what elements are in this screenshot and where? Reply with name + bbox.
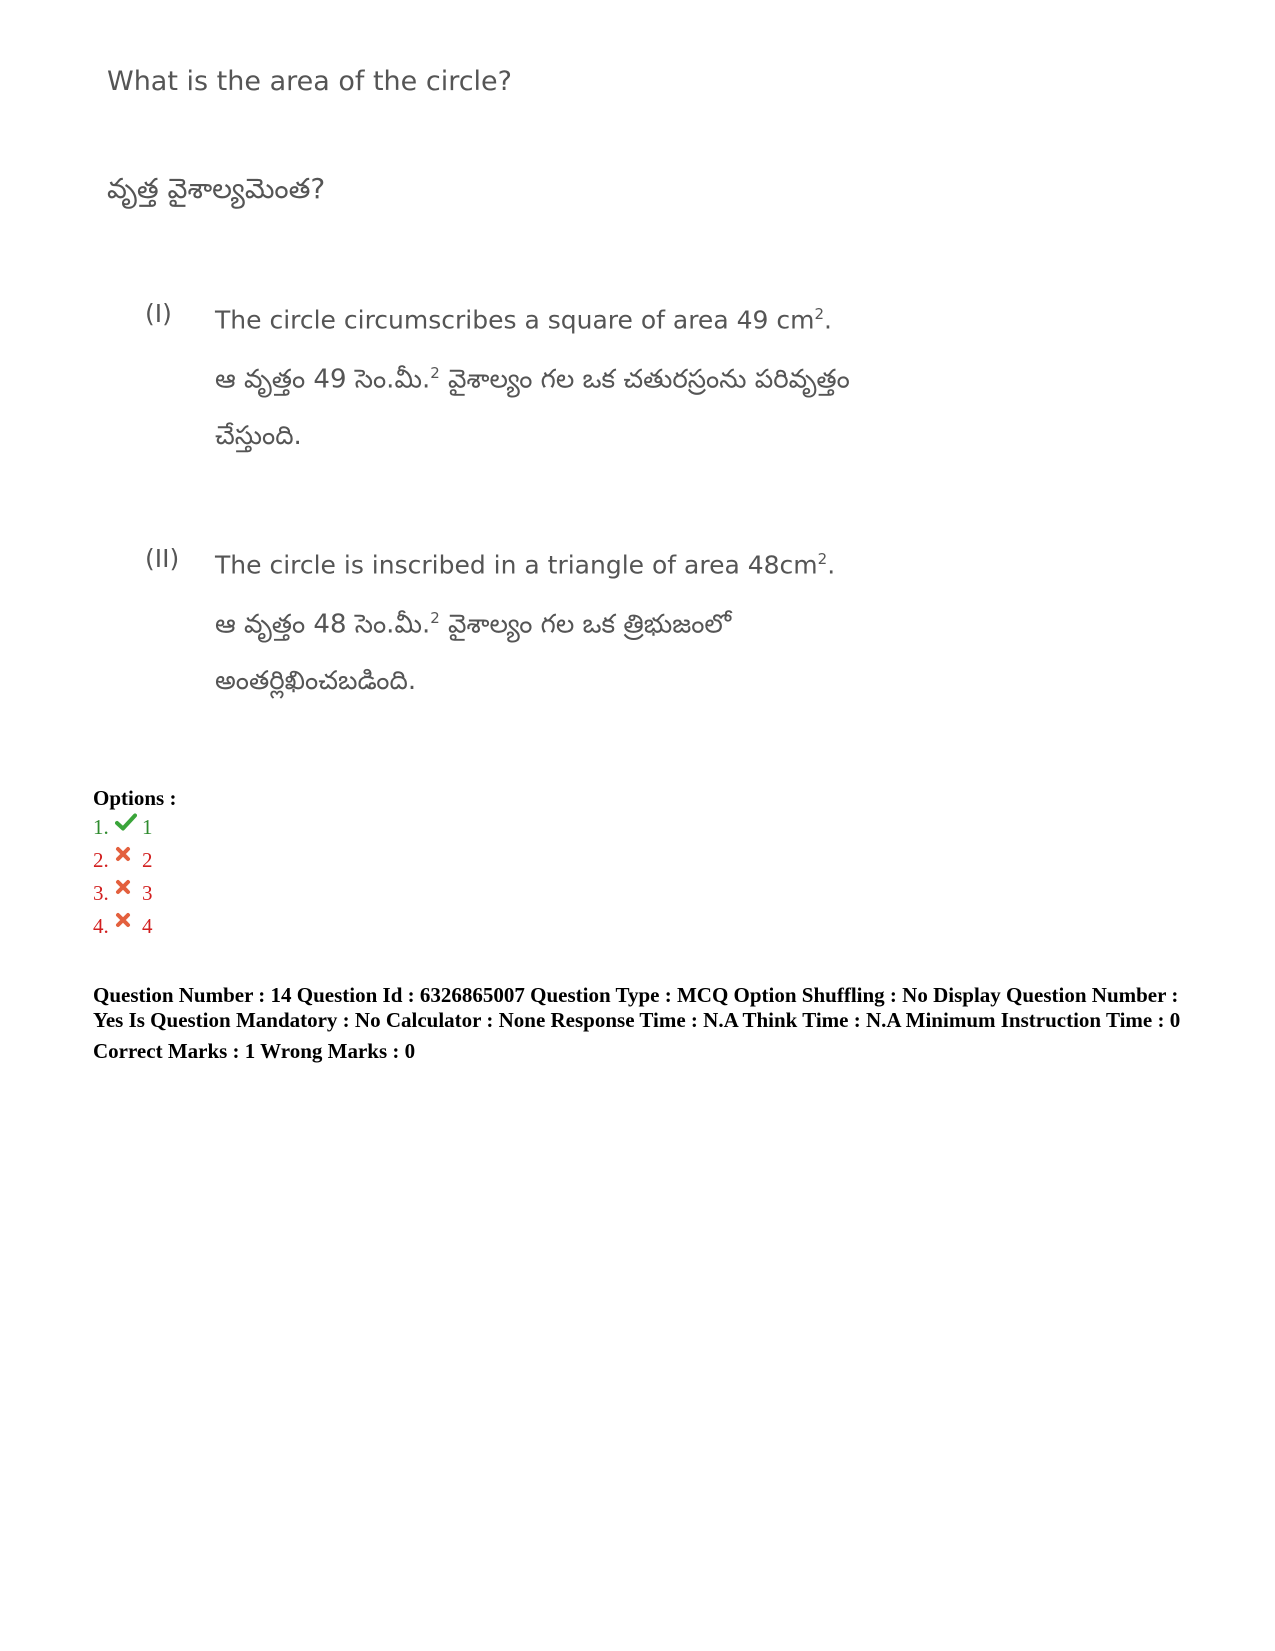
options-title: Options : bbox=[93, 786, 177, 810]
question-meta bbox=[93, 785, 1203, 1064]
statement-1 bbox=[145, 297, 925, 464]
statement-english-tail: . bbox=[824, 305, 832, 335]
cross-icon bbox=[115, 910, 141, 943]
statement-2 bbox=[145, 542, 925, 709]
statement-english bbox=[215, 297, 925, 337]
option-number: 4. bbox=[93, 914, 109, 938]
statement-telugu-post: వైశాల్యం గల ఒక త్రిభుజంలో అంతర్లిఖించబడింది. bbox=[215, 609, 732, 696]
question-image bbox=[105, 55, 925, 709]
option-value: 1 bbox=[142, 815, 153, 839]
cross-icon bbox=[115, 877, 141, 910]
option-2 bbox=[93, 844, 1203, 877]
superscript: 2 bbox=[817, 549, 828, 568]
check-icon bbox=[115, 811, 141, 844]
statement-english bbox=[215, 542, 925, 582]
statement-telugu bbox=[215, 345, 895, 464]
option-1 bbox=[93, 811, 1203, 844]
option-value: 2 bbox=[142, 848, 153, 872]
cross-icon bbox=[115, 844, 141, 877]
statement-telugu-pre: ఆ వృత్తం 49 సెం.మీ. bbox=[215, 364, 431, 395]
marks-info: Correct Marks : 1 Wrong Marks : 0 bbox=[93, 1039, 416, 1063]
statement-english-text: The circle circumscribes a square of area 49 cm bbox=[215, 305, 815, 335]
superscript: 2 bbox=[430, 609, 440, 628]
question-text-telugu: వృత్త వైశాల్యమెంత? bbox=[107, 172, 326, 205]
statement-english-text: The circle is inscribed in a triangle of area 48cm bbox=[215, 550, 818, 580]
option-4 bbox=[93, 910, 1203, 943]
option-number: 2. bbox=[93, 848, 109, 872]
option-3 bbox=[93, 877, 1203, 910]
option-value: 3 bbox=[142, 881, 153, 905]
option-number: 3. bbox=[93, 881, 109, 905]
statement-telugu-post: వైశాల్యం గల ఒక చతురస్రంను పరివృత్తం చేస్తుంది. bbox=[215, 364, 850, 451]
option-number: 1. bbox=[93, 815, 109, 839]
superscript: 2 bbox=[814, 305, 824, 323]
statement-number: (I) bbox=[145, 299, 172, 328]
question-info: Question Number : 14 Question Id : 6326865007 Question Type : MCQ Option Shuffling : No Display Question Number : Yes Is Question Mandatory : No Calculator : None Response Time : N.A Think Time : N.A Minimum Instruction Time : 0 bbox=[93, 983, 1181, 1032]
superscript: 2 bbox=[430, 364, 440, 383]
question-text-english: What is the area of the circle? bbox=[107, 66, 512, 97]
statement-number: (II) bbox=[145, 543, 180, 573]
option-value: 4 bbox=[142, 914, 153, 938]
statement-english-tail: . bbox=[827, 550, 836, 580]
statement-telugu bbox=[215, 590, 895, 709]
statement-telugu-pre: ఆ వృత్తం 48 సెం.మీ. bbox=[215, 609, 431, 640]
